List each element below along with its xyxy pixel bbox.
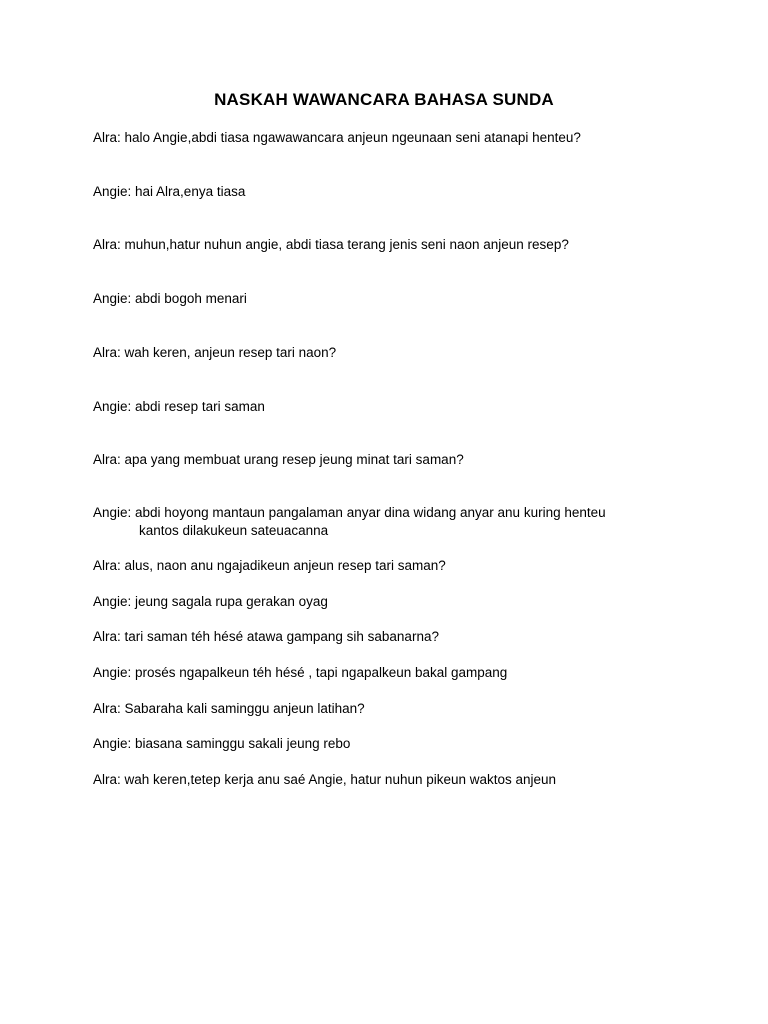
- dialogue-line-7: Alra: apa yang membuat urang resep jeung minat tari saman?: [93, 452, 464, 467]
- dialogue-line-8-part-1: Angie: abdi hoyong mantaun pangalaman anyar dina widang anyar anu kuring henteu: [93, 505, 606, 520]
- dialogue-line-15: Alra: wah keren,tetep kerja anu saé Angie, hatur nuhun pikeun waktos anjeun: [93, 772, 557, 787]
- dialogue-line-3: Alra: muhun,hatur nuhun angie, abdi tiasa terang jenis seni naon anjeun resep?: [93, 237, 569, 252]
- dialogue-line-11: Alra: tari saman téh hésé atawa gampang sih sabanarna?: [93, 629, 439, 644]
- dialogue-line-6: Angie: abdi resep tari saman: [93, 399, 265, 414]
- dialogue-line-12: Angie: prosés ngapalkeun téh hésé , tapi ngapalkeun bakal gampang: [93, 665, 508, 680]
- dialogue-line-13: Alra: Sabaraha kali saminggu anjeun latihan?: [93, 701, 365, 716]
- dialogue-line-8-continuation: kantos dilakukeun sateuacanna: [139, 523, 329, 538]
- dialogue-line-1: Alra: halo Angie,abdi tiasa ngawawancara anjeun ngeunaan seni atanapi henteu?: [93, 130, 581, 145]
- document-title: NASKAH WAWANCARA BAHASA SUNDA: [214, 90, 554, 109]
- dialogue-line-9: Alra: alus, naon anu ngajadikeun anjeun resep tari saman?: [93, 558, 446, 573]
- dialogue-line-2: Angie: hai Alra,enya tiasa: [93, 184, 246, 199]
- dialogue-line-8: [93, 504, 693, 540]
- dialogue-line-14: Angie: biasana saminggu sakali jeung rebo: [93, 736, 351, 751]
- dialogue-line-4: Angie: abdi bogoh menari: [93, 291, 247, 306]
- dialogue-line-10: Angie: jeung sagala rupa gerakan oyag: [93, 594, 328, 609]
- dialogue-line-5: Alra: wah keren, anjeun resep tari naon?: [93, 345, 337, 360]
